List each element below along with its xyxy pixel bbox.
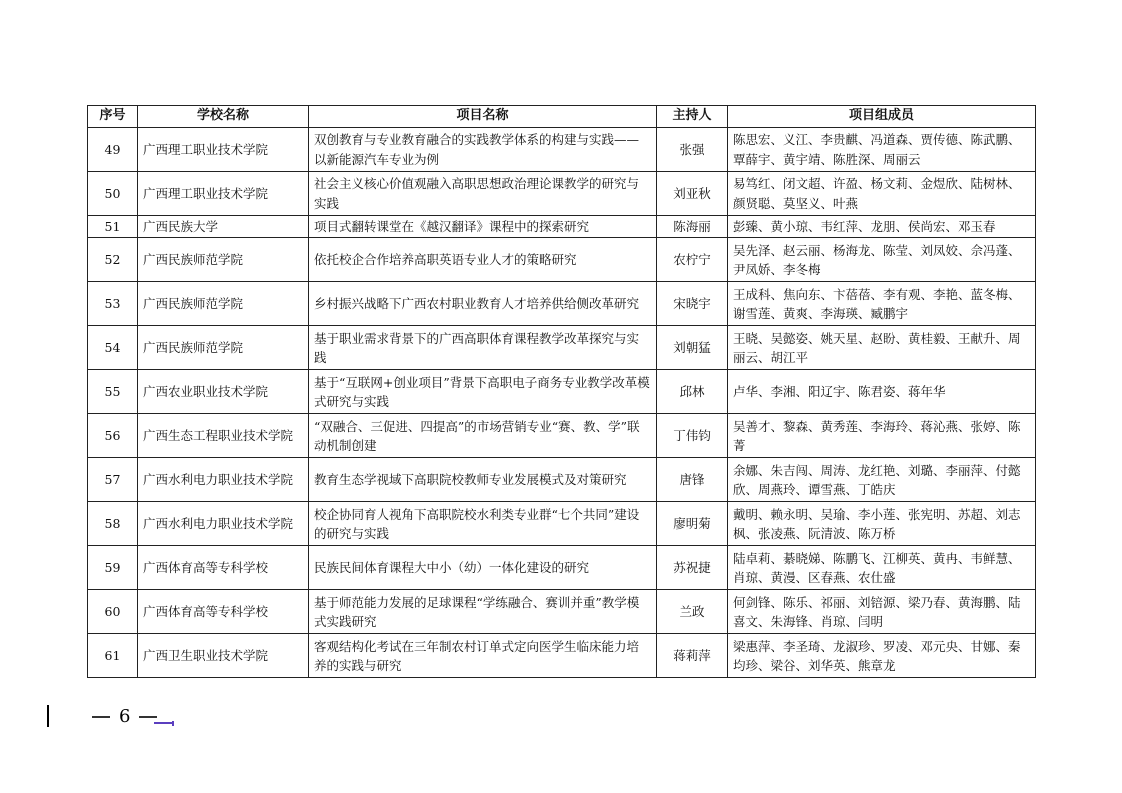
- cell-members: 王晓、吴懿姿、姚天星、赵盼、黄桂毅、王献升、周丽云、胡江平: [728, 326, 1036, 370]
- cell-host: 陈海丽: [657, 216, 728, 238]
- cell-school: 广西水利电力职业技术学院: [138, 458, 309, 502]
- cell-members: 何剑锋、陈乐、祁丽、刘锫源、梁乃春、黄海鹏、陆喜文、朱海锋、肖琼、闫明: [728, 590, 1036, 634]
- header-no: 序号: [88, 106, 138, 128]
- cell-members: 陈思宏、义江、李贵麒、冯道森、贾传德、陈武鹏、覃薛宇、黄宇靖、陈胜深、周丽云: [728, 128, 1036, 172]
- cell-no: 58: [88, 502, 138, 546]
- cell-no: 55: [88, 370, 138, 414]
- cell-members: 卢华、李湘、阳辽宇、陈君姿、蒋年华: [728, 370, 1036, 414]
- cell-project-title: 教育生态学视域下高职院校教师专业发展模式及对策研究: [309, 458, 657, 502]
- cell-host: 唐锋: [657, 458, 728, 502]
- cell-members: 吴先泽、赵云丽、杨海龙、陈莹、刘凤姣、佘冯蓬、尹凤娇、李冬梅: [728, 238, 1036, 282]
- cell-school: 广西理工职业技术学院: [138, 128, 309, 172]
- cell-host: 兰政: [657, 590, 728, 634]
- cell-no: 60: [88, 590, 138, 634]
- cell-host: 刘朝猛: [657, 326, 728, 370]
- cell-host: 苏祝捷: [657, 546, 728, 590]
- projects-table: [87, 105, 1036, 678]
- cell-members: 陆卓莉、綦晓娣、陈鹏飞、江柳英、黄冉、韦鲜慧、肖琼、黄漫、区春燕、农仕盛: [728, 546, 1036, 590]
- cell-host: 丁伟钧: [657, 414, 728, 458]
- table-row: [88, 128, 1036, 172]
- cell-school: 广西体育高等专科学校: [138, 546, 309, 590]
- cell-no: 54: [88, 326, 138, 370]
- table-row: [88, 502, 1036, 546]
- cell-project-title: 校企协同育人视角下高职院校水利类专业群“七个共同”建设的研究与实践: [309, 502, 657, 546]
- cell-school: 广西体育高等专科学校: [138, 590, 309, 634]
- cell-project-title: 民族民间体育课程大中小（幼）一体化建设的研究: [309, 546, 657, 590]
- cell-school: 广西卫生职业技术学院: [138, 634, 309, 678]
- cell-host: 邱林: [657, 370, 728, 414]
- cell-school: 广西民族师范学院: [138, 282, 309, 326]
- table-row: [88, 546, 1036, 590]
- cell-no: 56: [88, 414, 138, 458]
- header-project-title: 项目名称: [309, 106, 657, 128]
- header-members: 项目组成员: [728, 106, 1036, 128]
- cell-members: 彭臻、黄小琼、韦红萍、龙朋、侯尚宏、邓玉春: [728, 216, 1036, 238]
- cell-project-title: 乡村振兴战略下广西农村职业教育人才培养供给侧改革研究: [309, 282, 657, 326]
- cell-project-title: 基于职业需求背景下的广西高职体育课程教学改革探究与实践: [309, 326, 657, 370]
- page-number-footer: [92, 704, 174, 728]
- cell-no: 50: [88, 172, 138, 216]
- table-row: [88, 458, 1036, 502]
- cell-project-title: 项目式翻转课堂在《越汉翻译》课程中的探索研究: [309, 216, 657, 238]
- cell-no: 57: [88, 458, 138, 502]
- table-row: [88, 172, 1036, 216]
- table-row: [88, 590, 1036, 634]
- cell-no: 49: [88, 128, 138, 172]
- cell-members: 吴善才、黎森、黄秀莲、李海玲、蒋沁燕、张婷、陈菁: [728, 414, 1036, 458]
- paragraph-mark-icon: [154, 722, 172, 724]
- table-row: [88, 216, 1036, 238]
- cell-project-title: “双融合、三促进、四提高”的市场营销专业“赛、教、学”联动机制创建: [309, 414, 657, 458]
- cell-members: 易笃红、闭文超、许盈、杨文莉、金煜欣、陆树林、颜贤聪、莫坚义、叶燕: [728, 172, 1036, 216]
- cell-project-title: 客观结构化考试在三年制农村订单式定向医学生临床能力培养的实践与研究: [309, 634, 657, 678]
- cell-project-title: 社会主义核心价值观融入高职思想政治理论课教学的研究与实践: [309, 172, 657, 216]
- header-host: 主持人: [657, 106, 728, 128]
- cell-school: 广西民族师范学院: [138, 238, 309, 282]
- cell-project-title: 基于“互联网+创业项目”背景下高职电子商务专业教学改革模式研究与实践: [309, 370, 657, 414]
- cell-host: 农柠宁: [657, 238, 728, 282]
- table-header-row: [88, 106, 1036, 128]
- cell-no: 52: [88, 238, 138, 282]
- cell-no: 53: [88, 282, 138, 326]
- table-row: [88, 414, 1036, 458]
- cell-school: 广西水利电力职业技术学院: [138, 502, 309, 546]
- cell-host: 宋晓宇: [657, 282, 728, 326]
- cell-no: 51: [88, 216, 138, 238]
- cell-members: 戴明、赖永明、吴瑜、李小莲、张宪明、苏超、刘志枫、张凌燕、阮清波、陈万桥: [728, 502, 1036, 546]
- cell-school: 广西理工职业技术学院: [138, 172, 309, 216]
- margin-binding-line: [47, 705, 49, 727]
- cell-no: 61: [88, 634, 138, 678]
- table-row: [88, 370, 1036, 414]
- header-school: 学校名称: [138, 106, 309, 128]
- cell-host: 刘亚秋: [657, 172, 728, 216]
- cell-school: 广西民族师范学院: [138, 326, 309, 370]
- cell-project-title: 基于师范能力发展的足球课程“学练融合、赛训并重”教学模式实践研究: [309, 590, 657, 634]
- cell-no: 59: [88, 546, 138, 590]
- page-number: 6: [119, 705, 131, 727]
- paragraph-mark-tip: [172, 721, 174, 726]
- table-row: [88, 238, 1036, 282]
- cell-members: 梁惠萍、李圣琦、龙淑珍、罗凌、邓元央、甘娜、秦均珍、梁谷、刘华英、熊章龙: [728, 634, 1036, 678]
- cell-school: 广西生态工程职业技术学院: [138, 414, 309, 458]
- cell-project-title: 依托校企合作培养高职英语专业人才的策略研究: [309, 238, 657, 282]
- cell-host: 蒋莉萍: [657, 634, 728, 678]
- table-row: [88, 282, 1036, 326]
- cell-school: 广西民族大学: [138, 216, 309, 238]
- cell-host: 廖明菊: [657, 502, 728, 546]
- table-row: [88, 634, 1036, 678]
- cell-project-title: 双创教育与专业教育融合的实践教学体系的构建与实践——以新能源汽车专业为例: [309, 128, 657, 172]
- page-number-dash-left: [92, 716, 110, 718]
- cell-school: 广西农业职业技术学院: [138, 370, 309, 414]
- table-row: [88, 326, 1036, 370]
- cell-members: 王成科、焦向东、卞蓓蓓、李有观、李艳、蓝冬梅、谢雪莲、黄爽、李海瑛、臧鹏宇: [728, 282, 1036, 326]
- cell-host: 张强: [657, 128, 728, 172]
- cell-members: 余娜、朱吉闯、周涛、龙红艳、刘璐、李丽萍、付懿欣、周燕玲、谭雪燕、丁皓庆: [728, 458, 1036, 502]
- page-number-dash-right: [139, 716, 157, 718]
